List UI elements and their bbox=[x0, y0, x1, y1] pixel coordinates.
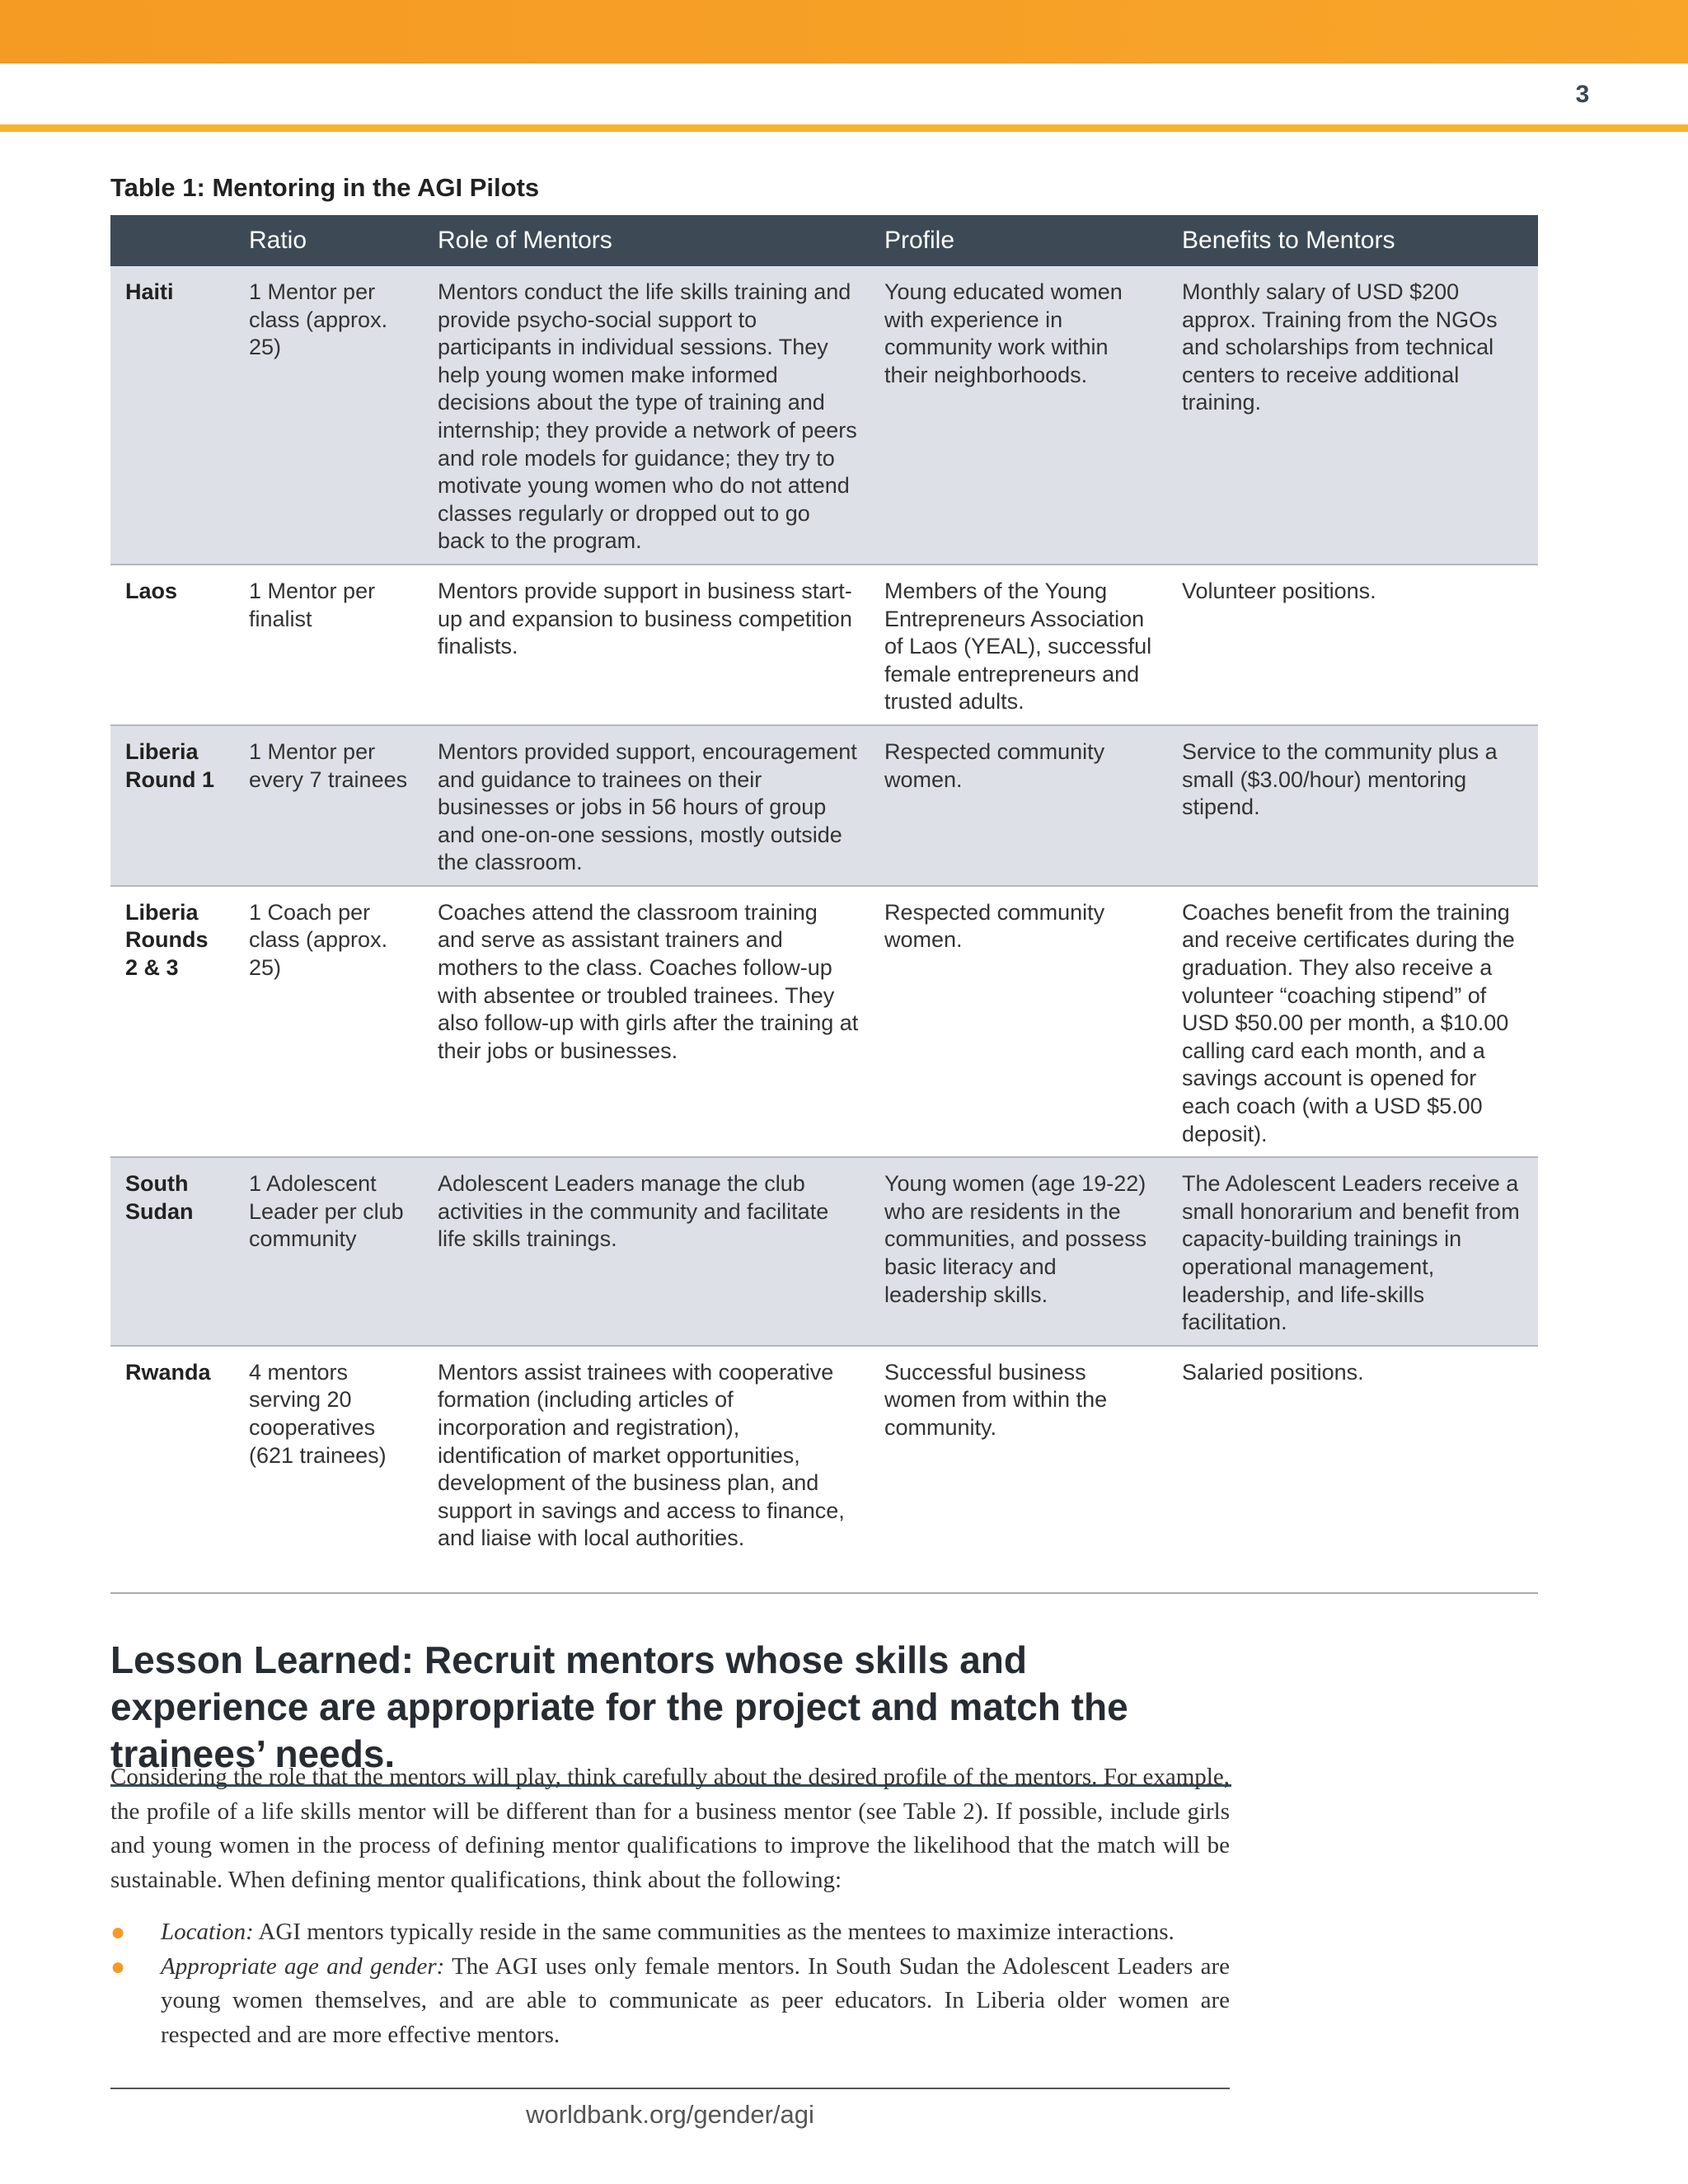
header-divider bbox=[0, 124, 1688, 132]
top-color-band bbox=[0, 0, 1688, 63]
bullet-icon: ● bbox=[110, 1919, 126, 1946]
row-profile: Successful business women from within the community. bbox=[870, 1346, 1167, 1593]
row-ratio: 1 Mentor per every 7 trainees bbox=[227, 725, 423, 886]
header-ratio: Ratio bbox=[227, 215, 423, 266]
row-country: South Sudan bbox=[110, 1157, 227, 1346]
header-benefits: Benefits to Mentors bbox=[1167, 215, 1538, 266]
row-ratio: 1 Mentor per class (approx. 25) bbox=[227, 266, 423, 565]
row-benefits: Coaches benefit from the training and receive certificates during the graduation. They also receive a volunteer “coaching stipend” of USD $50.00 per month, a $10.00 calling card each month, and a savings account is opened for each coach (with a USD $5.00 deposit). bbox=[1167, 886, 1538, 1157]
lesson-paragraph: Considering the role that the mentors will play, think carefully about the desired profile of the mentors. For example, the profile of a life skills mentor will be different than for a business mentor (see Table 2). If possible, include girls and young women in the process of defining mentor qualifications to improve the likelihood that the match will be sustainable. When defining mentor qualifications, think about the following: bbox=[110, 1764, 1230, 1893]
qualification-list bbox=[110, 1915, 1230, 2052]
footer-link[interactable]: worldbank.org/gender/agi bbox=[526, 2100, 814, 2129]
table-row bbox=[110, 1346, 1538, 1593]
footer-divider bbox=[110, 2088, 1230, 2089]
row-benefits: Service to the community plus a small ($3.00/hour) mentoring stipend. bbox=[1167, 725, 1538, 886]
table-row bbox=[110, 886, 1538, 1157]
table-caption: Table 1: Mentoring in the AGI Pilots bbox=[110, 173, 540, 202]
table-row bbox=[110, 565, 1538, 725]
mentoring-table bbox=[110, 215, 1538, 1594]
row-role: Mentors provide support in business start-up and expansion to business competition finalists. bbox=[423, 565, 870, 725]
table-row bbox=[110, 1157, 1538, 1346]
bullet-text: The AGI uses only female mentors. In South Sudan the Adolescent Leaders are young women themselves, and are able to communicate as peer educators. In Liberia older women are respected and are more effective mentors. bbox=[161, 1952, 1230, 2048]
list-item bbox=[110, 1950, 1230, 2053]
row-country: Rwanda bbox=[110, 1346, 227, 1593]
bullet-term: Appropriate age and gender: bbox=[161, 1952, 445, 1980]
row-country: Liberia Round 1 bbox=[110, 725, 227, 886]
row-profile: Members of the Young Entrepreneurs Association of Laos (YEAL), successful female entrepreneurs and trusted adults. bbox=[870, 565, 1167, 725]
row-ratio: 1 Adolescent Leader per club community bbox=[227, 1157, 423, 1346]
row-role: Mentors conduct the life skills training and provide psycho-social support to participants in individual sessions. They help young women make informed decisions about the type of training and internship; they provide a network of peers and role models for guidance; they try to motivate young women who do not attend classes regularly or dropped out to go back to the program. bbox=[423, 266, 870, 565]
row-benefits: Salaried positions. bbox=[1167, 1346, 1538, 1593]
row-profile: Young educated women with experience in community work within their neighborhoods. bbox=[870, 266, 1167, 565]
row-role: Mentors assist trainees with cooperative formation (including articles of incorporation and registration), identification of market opportunities, development of the business plan, and support in savings and access to finance, and liaise with local authorities. bbox=[423, 1346, 870, 1593]
header-country bbox=[110, 215, 227, 266]
list-item bbox=[110, 1915, 1230, 1950]
row-country: Laos bbox=[110, 565, 227, 725]
bullet-term: Location: bbox=[161, 1919, 254, 1945]
bullet-text: AGI mentors typically reside in the same communities as the mentees to maximize interactions. bbox=[253, 1919, 1175, 1945]
row-ratio: 4 mentors serving 20 cooperatives (621 trainees) bbox=[227, 1346, 423, 1593]
header-role: Role of Mentors bbox=[423, 215, 870, 266]
row-role: Adolescent Leaders manage the club activities in the community and facilitate life skills trainings. bbox=[423, 1157, 870, 1346]
row-profile: Respected community women. bbox=[870, 725, 1167, 886]
bullet-icon: ● bbox=[110, 1952, 126, 1980]
row-benefits: Volunteer positions. bbox=[1167, 565, 1538, 725]
table-row bbox=[110, 725, 1538, 886]
lesson-heading: Lesson Learned: Recruit mentors whose skills and experience are appropriate for the project and match the trainees’ needs. bbox=[110, 1637, 1231, 1787]
table-row bbox=[110, 266, 1538, 565]
row-ratio: 1 Mentor per finalist bbox=[227, 565, 423, 725]
row-ratio: 1 Coach per class (approx. 25) bbox=[227, 886, 423, 1157]
row-country: Haiti bbox=[110, 266, 227, 565]
table-header-row bbox=[110, 215, 1538, 266]
row-profile: Young women (age 19-22) who are residents in the communities, and possess basic literacy and leadership skills. bbox=[870, 1157, 1167, 1346]
row-benefits: The Adolescent Leaders receive a small honorarium and benefit from capacity-building trainings in operational management, leadership, and life-skills facilitation. bbox=[1167, 1157, 1538, 1346]
row-profile: Respected community women. bbox=[870, 886, 1167, 1157]
row-role: Coaches attend the classroom training and serve as assistant trainers and mothers to the class. Coaches follow-up with absentee or troubled trainees. They also follow-up with girls after the training at their jobs or businesses. bbox=[423, 886, 870, 1157]
header-profile: Profile bbox=[870, 215, 1167, 266]
page-number: 3 bbox=[1575, 81, 1590, 108]
row-country: Liberia Rounds 2 & 3 bbox=[110, 886, 227, 1157]
row-role: Mentors provided support, encouragement and guidance to trainees on their businesses or jobs in 56 hours of group and one-on-one sessions, mostly outside the classroom. bbox=[423, 725, 870, 886]
row-benefits: Monthly salary of USD $200 approx. Training from the NGOs and scholarships from technical centers to receive additional training. bbox=[1167, 266, 1538, 565]
